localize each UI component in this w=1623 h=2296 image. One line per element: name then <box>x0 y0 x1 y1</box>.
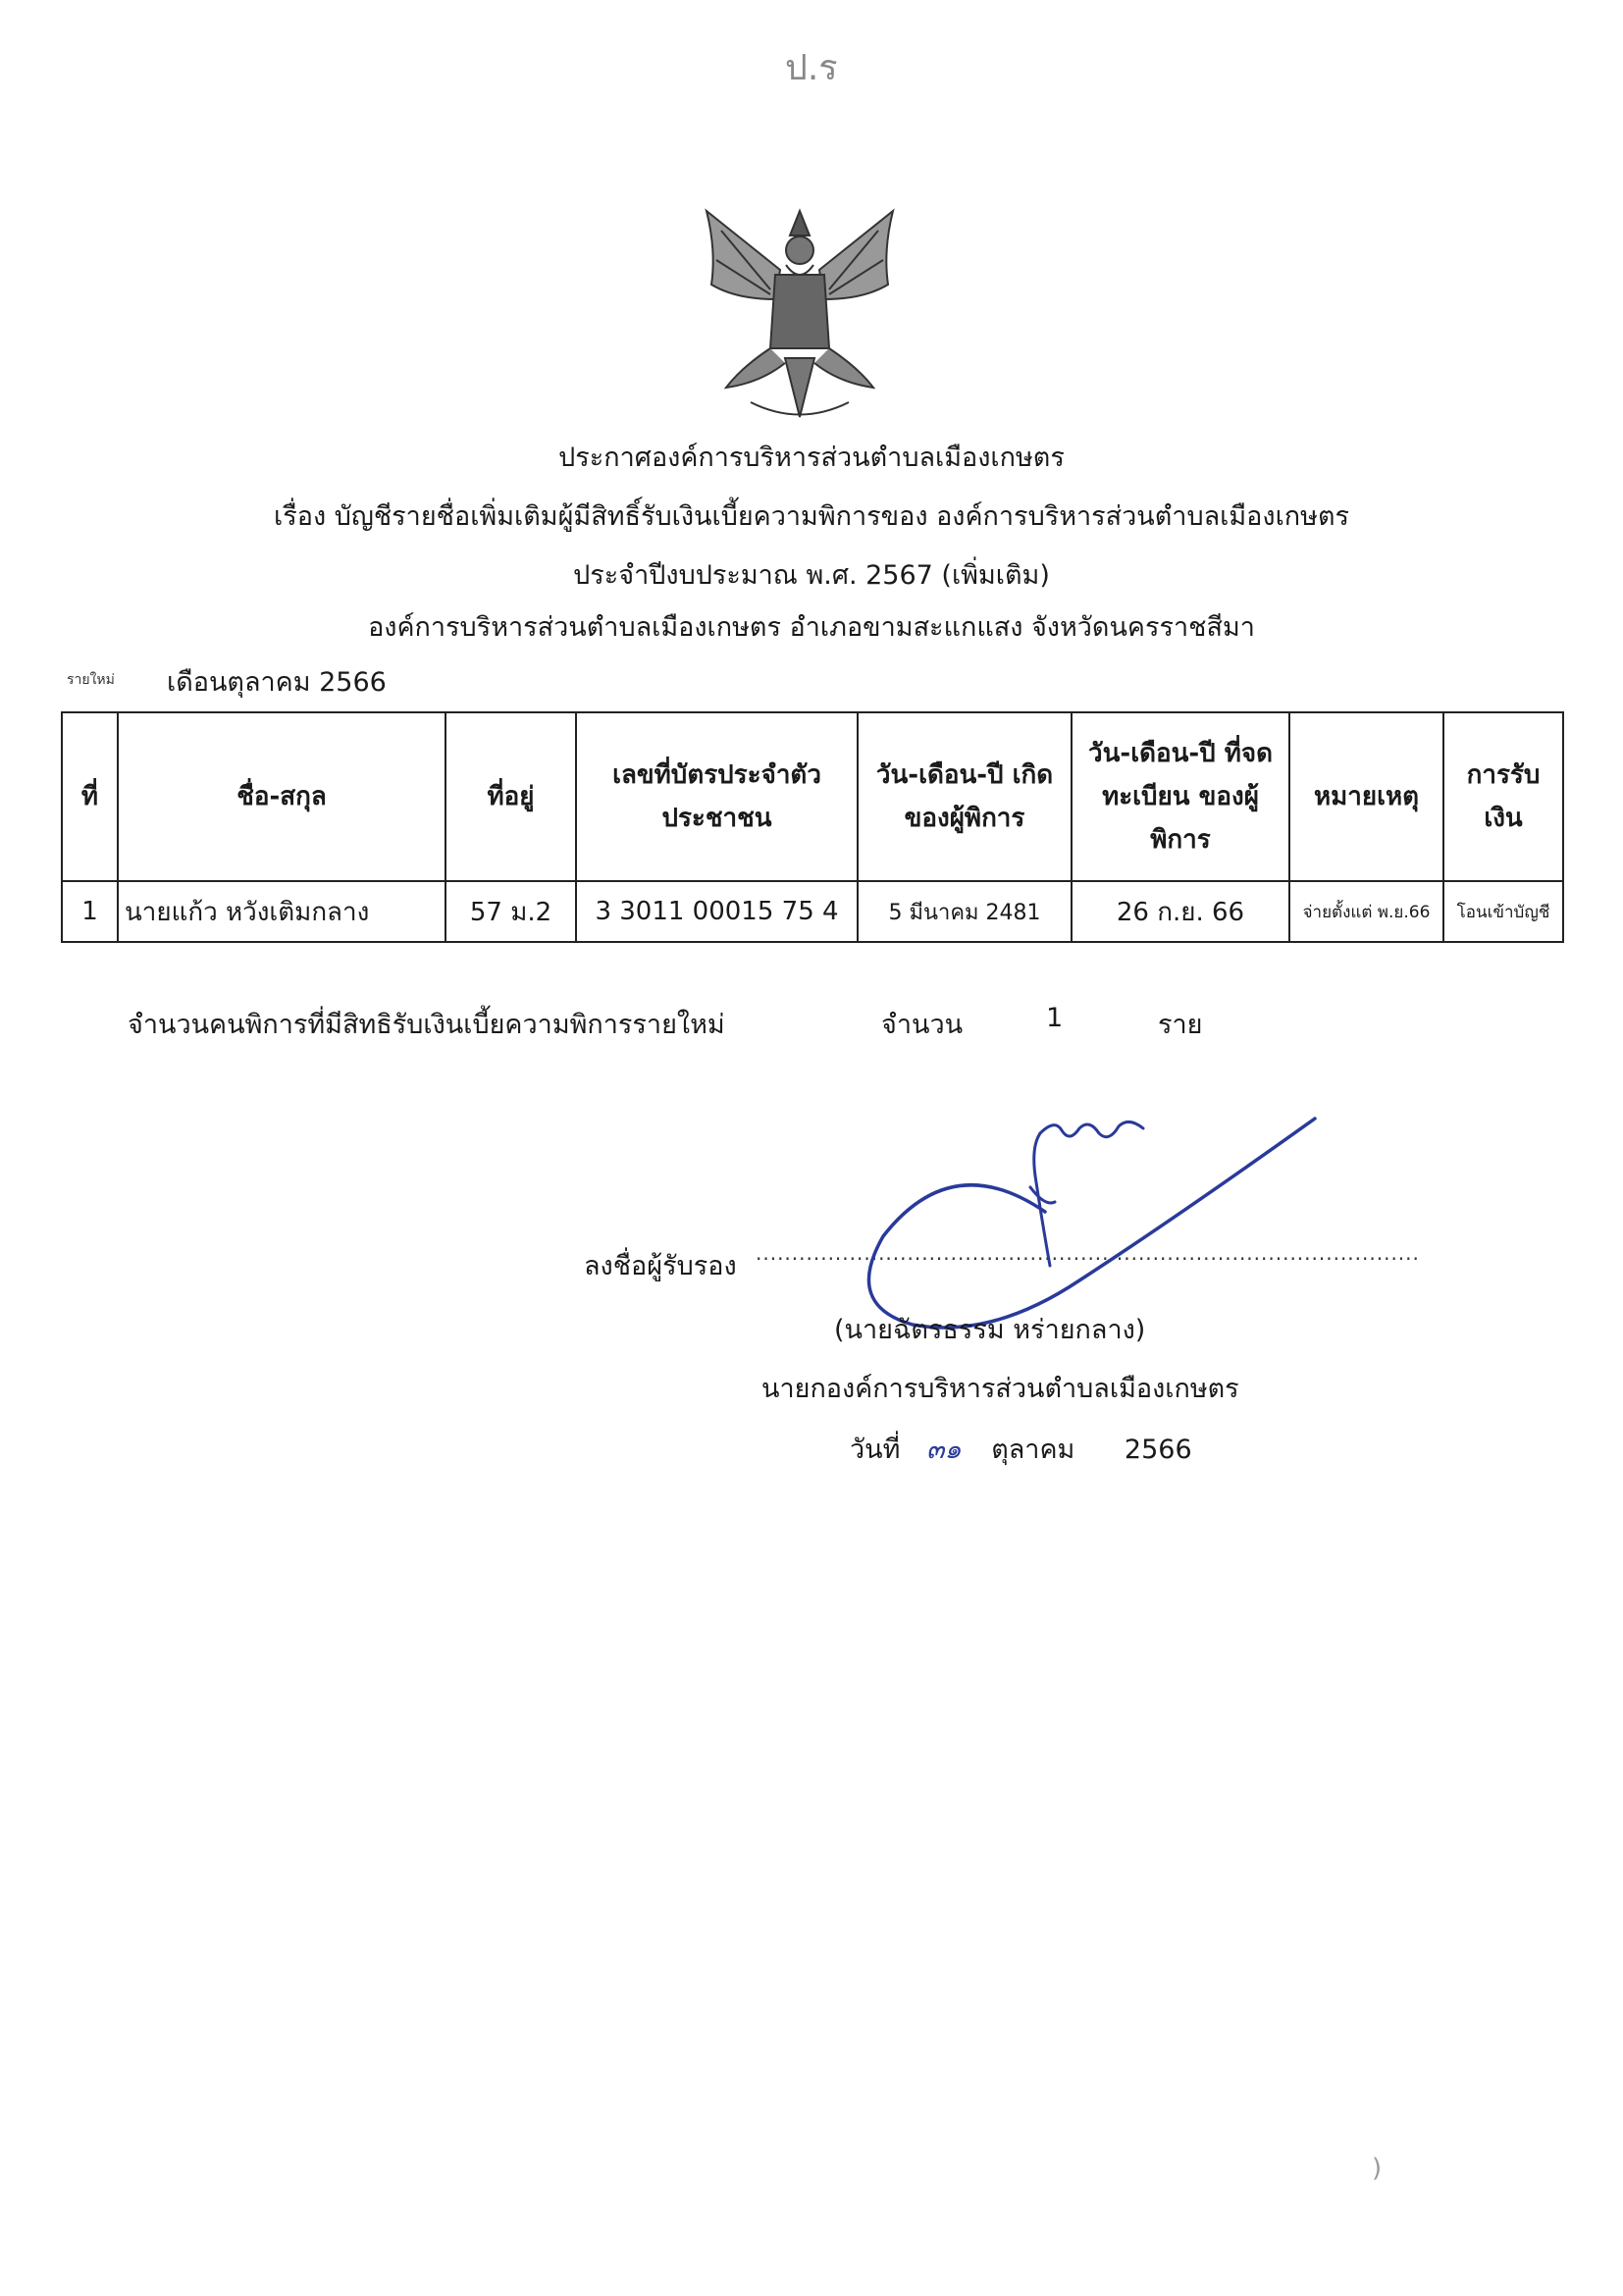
signature-date <box>850 1428 1192 1470</box>
section-tag: รายใหม่ <box>67 672 115 688</box>
date-month: ตุลาคม <box>991 1435 1075 1465</box>
header-registered-date: วัน-เดือน-ปี ที่จดทะเบียน ของผู้พิการ <box>1072 712 1289 881</box>
table-header-row <box>62 712 1563 881</box>
date-prefix: วันที่ <box>850 1435 901 1465</box>
month-line: เดือนตุลาคม 2566 <box>167 667 387 698</box>
header-id-card: เลขที่บัตรประจำตัว ประชาชน <box>576 712 858 881</box>
signature-label: ลงชื่อผู้รับรอง <box>584 1251 737 1281</box>
heading-line-1: ประกาศองค์การบริหารส่วนตำบลเมืองเกษตร <box>558 443 1065 473</box>
cell-registered-date: 26 ก.ย. 66 <box>1072 881 1289 942</box>
heading-line-2: เรื่อง บัญชีรายชื่อเพิ่มเติมผู้มีสิทธิ์รับเงินเบี้ยความพิการของ องค์การบริหารส่วนตำบลเมืองเกษตร <box>274 501 1349 532</box>
cell-name: นายแก้ว หวังเติมกลาง <box>118 881 445 942</box>
table-row <box>62 881 1563 942</box>
scan-mark: ) <box>1372 2154 1383 2183</box>
beneficiary-table <box>61 711 1564 943</box>
heading-line-3: ประจำปีงบประมาณ พ.ศ. 2567 (เพิ่มเติม) <box>573 560 1050 591</box>
cell-no: 1 <box>62 881 118 942</box>
date-year: 2566 <box>1124 1435 1192 1465</box>
date-day: ๓๑ <box>926 1435 962 1465</box>
signature-line: ............................................................................................ <box>756 1241 1420 1265</box>
header-address: ที่อยู่ <box>445 712 576 881</box>
summary-unit: ราย <box>1158 1010 1203 1040</box>
cell-birth-date: 5 มีนาคม 2481 <box>858 881 1072 942</box>
garuda-emblem-icon <box>692 191 908 427</box>
header-birth-date: วัน-เดือน-ปี เกิด ของผู้พิการ <box>858 712 1072 881</box>
summary-count: 1 <box>1046 1003 1064 1033</box>
header-name: ชื่อ-สกุล <box>118 712 445 881</box>
stamp-mark: ป.ร <box>785 48 838 88</box>
signer-name: (นายฉัตรธรรม หร่ายกลาง) <box>834 1315 1146 1345</box>
summary-label: จำนวนคนพิการที่มีสิทธิรับเงินเบี้ยความพิการรายใหม่ <box>128 1010 725 1040</box>
cell-payment: โอนเข้าบัญชี <box>1443 881 1563 942</box>
header-remark: หมายเหตุ <box>1289 712 1443 881</box>
cell-remark: จ่ายตั้งแต่ พ.ย.66 <box>1289 881 1443 942</box>
header-no: ที่ <box>62 712 118 881</box>
heading-line-4: องค์การบริหารส่วนตำบลเมืองเกษตร อำเภอขามสะแกแสง จังหวัดนครราชสีมา <box>368 612 1255 643</box>
summary-count-word: จำนวน <box>881 1010 964 1040</box>
header-payment: การรับเงิน <box>1443 712 1563 881</box>
cell-address: 57 ม.2 <box>445 881 576 942</box>
signer-position: นายกองค์การบริหารส่วนตำบลเมืองเกษตร <box>761 1374 1239 1404</box>
cell-id-card: 3 3011 00015 75 4 <box>576 881 858 942</box>
